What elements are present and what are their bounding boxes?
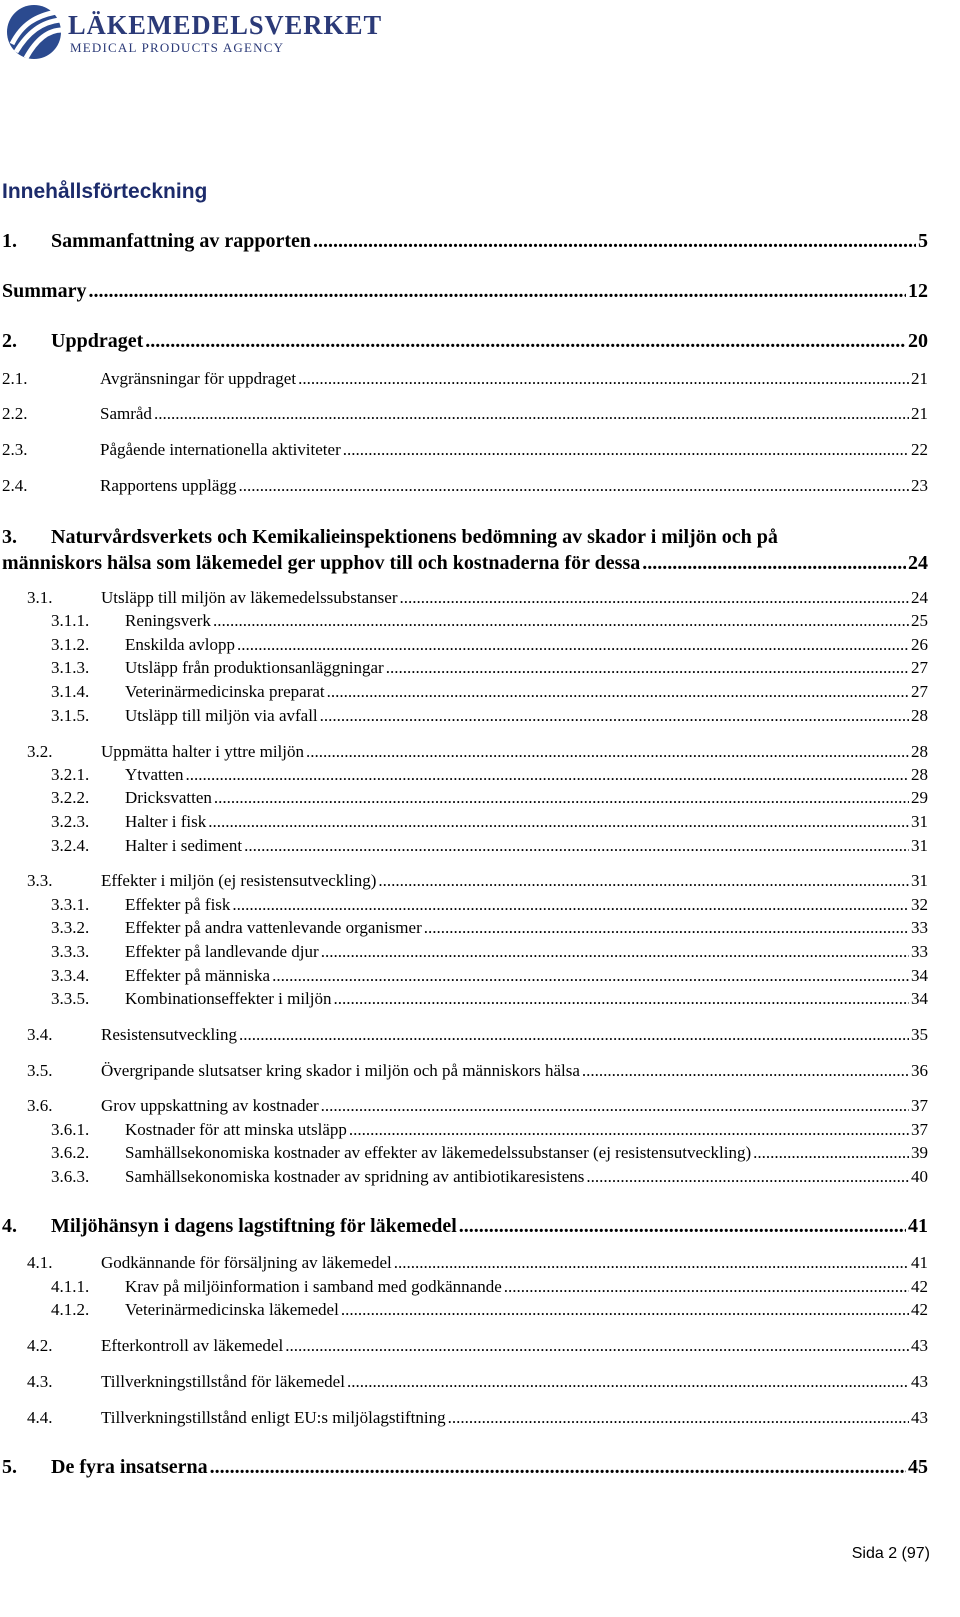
toc-number: 3.3.1. xyxy=(51,895,90,914)
toc-title: Veterinärmedicinska preparat xyxy=(125,682,325,701)
toc-leader xyxy=(394,1253,909,1273)
toc-number: 3.2.1. xyxy=(51,765,90,784)
toc-number: 2.1. xyxy=(2,369,28,388)
toc-entry[interactable] xyxy=(51,989,928,1009)
toc-entry[interactable] xyxy=(2,369,928,389)
toc-title: Enskilda avlopp xyxy=(125,635,236,654)
toc-page: 42 xyxy=(911,1277,928,1296)
toc-page: 37 xyxy=(911,1120,928,1139)
toc-page: 43 xyxy=(911,1336,928,1355)
toc-leader xyxy=(210,1456,906,1479)
toc-leader xyxy=(582,1061,909,1081)
toc-entry[interactable] xyxy=(51,635,928,655)
toc-page: 41 xyxy=(908,1215,928,1237)
toc-page: 22 xyxy=(911,440,928,459)
logo-mark-icon xyxy=(6,4,62,60)
toc-number: 3.4. xyxy=(27,1025,53,1044)
toc-title: Krav på miljöinformation i samband med godkännande xyxy=(125,1277,502,1296)
toc-page: 21 xyxy=(911,404,928,423)
toc-number: 3.1.3. xyxy=(51,658,90,677)
toc-entry[interactable] xyxy=(27,1253,928,1273)
toc-title: Utsläpp till miljön av läkemedelssubstanser xyxy=(101,588,398,607)
toc-page: 43 xyxy=(911,1408,928,1427)
toc-title: Tillverkningstillstånd för läkemedel xyxy=(101,1372,345,1391)
toc-entry[interactable] xyxy=(51,765,928,785)
toc-page: 12 xyxy=(908,280,928,302)
toc-entry[interactable] xyxy=(51,611,928,631)
toc-page: 32 xyxy=(911,895,928,914)
toc-number: 3.3.5. xyxy=(51,989,90,1008)
toc-title-line2: människors hälsa som läkemedel ger upphov till och kostnaderna för dessa xyxy=(2,552,641,574)
toc-title: Efterkontroll av läkemedel xyxy=(101,1336,284,1355)
toc-title: Uppdraget xyxy=(51,330,144,352)
toc-entry[interactable] xyxy=(2,524,928,576)
toc-page: 45 xyxy=(908,1456,928,1478)
toc-page: 33 xyxy=(911,918,928,937)
toc-title: Sammanfattning av rapporten xyxy=(51,230,312,252)
toc-entry[interactable] xyxy=(51,658,928,678)
toc-number: 1. xyxy=(2,230,17,252)
toc-title: Effekter på andra vattenlevande organismer xyxy=(125,918,422,937)
toc-entry[interactable] xyxy=(51,1143,928,1163)
toc-page: 37 xyxy=(911,1096,928,1115)
toc-leader xyxy=(343,440,909,460)
toc-number: 3.1.4. xyxy=(51,682,90,701)
toc-page: 28 xyxy=(911,765,928,784)
toc-number: 4.1.1. xyxy=(51,1277,90,1296)
toc-heading: Innehållsförteckning xyxy=(2,180,208,203)
toc-number: 4.4. xyxy=(27,1408,53,1427)
toc-title: Godkännande för försäljning av läkemedel xyxy=(101,1253,392,1272)
toc-title: Grov uppskattning av kostnader xyxy=(101,1096,319,1115)
toc-entry[interactable] xyxy=(27,1025,928,1045)
toc-page: 28 xyxy=(911,742,928,761)
logo-name: LÄKEMEDELSVERKET xyxy=(68,10,383,40)
toc-title: Samhällsekonomiska kostnader av spridning av antibiotikaresistens xyxy=(125,1167,585,1186)
toc-number: 3.2.3. xyxy=(51,812,90,831)
toc-entry[interactable] xyxy=(2,230,928,253)
toc-leader xyxy=(321,1096,909,1116)
toc-leader xyxy=(313,230,916,253)
toc-page: 21 xyxy=(911,369,928,388)
toc-leader xyxy=(347,1372,909,1392)
toc-leader xyxy=(424,918,909,938)
toc-page: 23 xyxy=(911,476,928,495)
toc-leader xyxy=(386,658,909,678)
toc-leader xyxy=(327,682,909,702)
toc-entry[interactable] xyxy=(27,871,928,891)
toc-entry[interactable] xyxy=(51,895,928,915)
toc-title: Summary xyxy=(2,280,87,302)
toc-leader xyxy=(306,742,909,762)
toc-title: Effekter på landlevande djur xyxy=(125,942,319,961)
toc-title: Resistensutveckling xyxy=(101,1025,237,1044)
toc-page: 27 xyxy=(911,682,928,701)
toc-title: Effekter på människa xyxy=(125,966,271,985)
toc-title: Effekter i miljön (ej resistensutveckling) xyxy=(101,871,377,890)
toc-page: 29 xyxy=(911,788,928,807)
toc-page: 31 xyxy=(911,871,928,890)
toc-title: Dricksvatten xyxy=(125,788,212,807)
toc-title: Tillverkningstillstånd enligt EU:s miljölagstiftning xyxy=(101,1408,446,1427)
toc-page: 34 xyxy=(911,966,928,985)
toc-entry[interactable] xyxy=(2,440,928,460)
toc-leader xyxy=(272,966,909,986)
toc-number: 4.3. xyxy=(27,1372,53,1391)
toc-leader xyxy=(239,1025,909,1045)
toc-number: 2. xyxy=(2,330,17,352)
toc-number: 3.3. xyxy=(27,871,53,890)
toc-number: 3.1.1. xyxy=(51,611,90,630)
toc-entry[interactable] xyxy=(51,682,928,702)
toc-entry[interactable] xyxy=(51,1300,928,1320)
toc-leader xyxy=(154,404,909,424)
toc-leader xyxy=(320,706,909,726)
toc-title: Miljöhänsyn i dagens lagstiftning för läkemedel xyxy=(51,1215,457,1237)
toc-number: 2.3. xyxy=(2,440,28,459)
toc-page: 41 xyxy=(911,1253,928,1272)
toc-title: Effekter på fisk xyxy=(125,895,231,914)
toc-leader xyxy=(88,280,906,303)
toc-title: Reningsverk xyxy=(125,611,211,630)
toc-number: 5. xyxy=(2,1456,17,1478)
toc-page: 24 xyxy=(908,552,928,574)
toc-page: 33 xyxy=(911,942,928,961)
toc-leader xyxy=(186,765,909,785)
toc-entry[interactable] xyxy=(51,836,928,856)
toc-entry[interactable] xyxy=(51,1120,928,1140)
toc-leader xyxy=(642,550,906,576)
toc-leader xyxy=(237,635,909,655)
toc-leader xyxy=(238,476,909,496)
toc-leader xyxy=(214,788,909,808)
toc-leader xyxy=(321,942,909,962)
toc-title: Kombinationseffekter i miljön xyxy=(125,989,332,1008)
toc-leader xyxy=(145,330,906,353)
toc-number: 2.4. xyxy=(2,476,28,495)
toc-leader xyxy=(341,1300,909,1320)
toc-number: 4.1.2. xyxy=(51,1300,90,1319)
toc-entry[interactable] xyxy=(27,1408,928,1428)
toc-page: 43 xyxy=(911,1372,928,1391)
toc-page: 39 xyxy=(911,1143,928,1162)
toc-entry[interactable] xyxy=(2,404,928,424)
toc-number: 3.5. xyxy=(27,1061,53,1080)
toc-number: 3.1.5. xyxy=(51,706,90,725)
toc-page: 42 xyxy=(911,1300,928,1319)
toc-title-line1: Naturvårdsverkets och Kemikalieinspektionens bedömning av skador i miljön och på xyxy=(51,526,778,548)
toc-leader xyxy=(213,611,909,631)
toc-entry[interactable] xyxy=(27,1061,928,1081)
toc-page: 35 xyxy=(911,1025,928,1044)
toc-entry[interactable] xyxy=(2,476,928,496)
toc-title: Samråd xyxy=(100,404,152,423)
toc-leader xyxy=(244,836,909,856)
toc-number: 3.6.1. xyxy=(51,1120,90,1139)
toc-page: 34 xyxy=(911,989,928,1008)
toc-page: 31 xyxy=(911,836,928,855)
toc-number: 4.1. xyxy=(27,1253,53,1272)
toc-leader xyxy=(378,871,909,891)
toc-leader xyxy=(333,989,909,1009)
toc-number: 3.2. xyxy=(27,742,53,761)
toc-number: 3.6. xyxy=(27,1096,53,1115)
toc-number: 3.3.3. xyxy=(51,942,90,961)
toc-entry[interactable] xyxy=(51,706,928,726)
toc-leader xyxy=(753,1143,909,1163)
toc-title: Halter i fisk xyxy=(125,812,207,831)
toc-page: 20 xyxy=(908,330,928,352)
toc-entry[interactable] xyxy=(51,1167,928,1187)
toc-number: 3. xyxy=(2,526,17,548)
toc-number: 3.6.3. xyxy=(51,1167,90,1186)
toc-title: Avgränsningar för uppdraget xyxy=(100,369,297,388)
toc-title: Veterinärmedicinska läkemedel xyxy=(125,1300,339,1319)
toc-page: 27 xyxy=(911,658,928,677)
toc-number: 3.2.2. xyxy=(51,788,90,807)
toc-leader xyxy=(298,369,909,389)
page-number: Sida 2 (97) xyxy=(851,1545,930,1562)
toc-page: 36 xyxy=(911,1061,928,1080)
toc-entry[interactable] xyxy=(51,788,928,808)
toc-leader xyxy=(448,1408,909,1428)
toc-leader xyxy=(400,588,909,608)
toc-entry[interactable] xyxy=(2,1456,928,1479)
toc-page: 5 xyxy=(918,230,928,252)
toc-entry[interactable] xyxy=(51,942,928,962)
toc-title: Samhällsekonomiska kostnader av effekter av läkemedelssubstanser (ej resistensutveckling) xyxy=(125,1143,752,1162)
toc-number: 3.3.4. xyxy=(51,966,90,985)
toc-title: Uppmätta halter i yttre miljön xyxy=(101,742,305,761)
toc-number: 3.3.2. xyxy=(51,918,90,937)
toc-entry[interactable] xyxy=(2,330,928,353)
toc-leader xyxy=(349,1120,909,1140)
logo-subtitle: MEDICAL PRODUCTS AGENCY xyxy=(70,40,285,55)
toc-leader xyxy=(504,1277,909,1297)
toc-title: Utsläpp från produktionsanläggningar xyxy=(125,658,384,677)
toc-title: Halter i sediment xyxy=(125,836,243,855)
toc-entry[interactable] xyxy=(27,1096,928,1116)
toc-leader xyxy=(208,812,909,832)
toc-leader xyxy=(586,1167,909,1187)
toc-number: 3.2.4. xyxy=(51,836,90,855)
toc-entry[interactable] xyxy=(51,918,928,938)
toc-title: Övergripande slutsatser kring skador i miljön och på människors hälsa xyxy=(101,1061,580,1080)
toc-entry[interactable] xyxy=(51,812,928,832)
toc-title: Kostnader för att minska utsläpp xyxy=(125,1120,347,1139)
toc-entry[interactable] xyxy=(51,1277,928,1297)
toc-leader xyxy=(285,1336,909,1356)
toc-number: 4. xyxy=(2,1215,17,1237)
toc-title: Pågående internationella aktiviteter xyxy=(100,440,341,459)
toc-page: 26 xyxy=(911,635,928,654)
toc-entry[interactable] xyxy=(27,1336,928,1356)
toc-number: 3.1.2. xyxy=(51,635,90,654)
toc-entry[interactable] xyxy=(2,280,928,303)
toc-leader xyxy=(232,895,909,915)
toc-number: 2.2. xyxy=(2,404,28,423)
toc-page: 24 xyxy=(911,588,928,607)
toc-number: 3.6.2. xyxy=(51,1143,90,1162)
toc-number: 4.2. xyxy=(27,1336,53,1355)
toc-page: 28 xyxy=(911,706,928,725)
toc-title: Utsläpp till miljön via avfall xyxy=(125,706,318,725)
toc-entry[interactable] xyxy=(27,588,928,608)
toc-page: 40 xyxy=(911,1167,928,1186)
toc-title: Ytvatten xyxy=(125,765,184,784)
toc-entry[interactable] xyxy=(2,1215,928,1238)
toc-title: De fyra insatserna xyxy=(51,1456,208,1478)
toc-page: 25 xyxy=(911,611,928,630)
toc-entry[interactable] xyxy=(27,742,928,762)
toc-entry[interactable] xyxy=(27,1372,928,1392)
toc-entry[interactable] xyxy=(51,966,928,986)
toc-page: 31 xyxy=(911,812,928,831)
toc-leader xyxy=(459,1215,906,1238)
toc-title: Rapportens upplägg xyxy=(100,476,237,495)
toc-number: 3.1. xyxy=(27,588,53,607)
